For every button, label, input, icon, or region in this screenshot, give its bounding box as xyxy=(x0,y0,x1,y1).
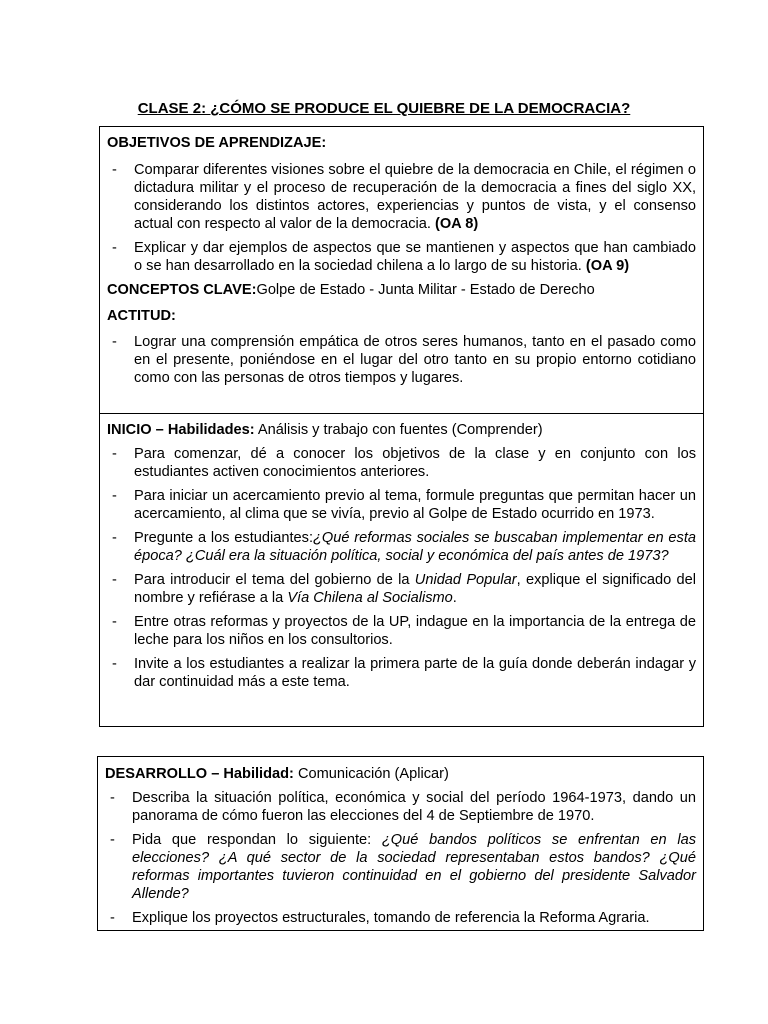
objetivo-text: Explicar y dar ejemplos de aspectos que se mantienen y aspectos que han cambiado o se han desarrollado en la sociedad chilena a lo largo de su historia. xyxy=(134,240,696,274)
list-item xyxy=(107,239,696,275)
list-item xyxy=(105,831,696,903)
conceptos-text: Golpe de Estado - Junta Militar - Estado de Derecho xyxy=(256,282,595,298)
desarrollo-item-text: Pida que respondan lo siguiente: xyxy=(132,832,382,848)
inicio-header-label: INICIO – Habilidades: xyxy=(107,422,255,438)
list-item xyxy=(107,613,696,649)
objetivo-code: (OA 9) xyxy=(585,258,630,274)
inicio-item-text: Invite a los estudiantes a realizar la primera parte de la guía donde deberán indagar y dar continuidad más a este tema. xyxy=(134,656,696,690)
inicio-item-text: Para iniciar un acercamiento previo al tema, formule preguntas que permitan hacer un acercamiento, al clima que se vivía, previo al Golpe de Estado ocurrido en 1973. xyxy=(134,488,696,522)
dash-bullet: - xyxy=(112,530,117,546)
dash-bullet: - xyxy=(112,656,117,672)
inicio-item-text: Entre otras reformas y proyectos de la UP, indague en la importancia de la entrega de leche para los niños en los consultorios. xyxy=(134,614,696,648)
dash-bullet: - xyxy=(112,572,117,588)
desarrollo-list xyxy=(105,789,696,927)
list-item xyxy=(107,655,696,691)
conceptos-label: CONCEPTOS CLAVE: xyxy=(107,282,257,298)
actitud-list xyxy=(107,333,696,387)
inicio-header xyxy=(107,421,696,439)
dash-bullet: - xyxy=(112,162,117,178)
list-item xyxy=(105,909,696,927)
desarrollo-header xyxy=(105,765,696,783)
dash-bullet: - xyxy=(110,790,115,806)
dash-bullet: - xyxy=(112,334,117,350)
list-item xyxy=(107,487,696,523)
list-item xyxy=(107,529,696,565)
inicio-item-text: , explique el significado del nombre y refiérase a la xyxy=(134,572,696,606)
desarrollo-item-question: ¿Qué bandos políticos se enfrentan en las elecciones? ¿A qué sector de la sociedad representaban estos bandos? ¿Qué reformas importantes tuvieron continuidad en el gobierno del presidente Salvador Allende? xyxy=(132,832,696,902)
desarrollo-item-text: Explique los proyectos estructurales, tomando de referencia la Reforma Agraria. xyxy=(132,910,650,926)
page-title: CLASE 2: ¿CÓMO SE PRODUCE EL QUIEBRE DE LA DEMOCRACIA? xyxy=(137,100,631,117)
desarrollo-item-text: Describa la situación política, económica y social del período 1964-1973, dando un panorama de cómo fueron las elecciones del 4 de Septiembre de 1970. xyxy=(132,790,696,824)
inicio-box xyxy=(99,413,704,727)
objetivos-box xyxy=(99,126,704,414)
list-item xyxy=(107,445,696,481)
list-item xyxy=(107,571,696,607)
inicio-item-text: . xyxy=(452,590,457,606)
inicio-list xyxy=(107,445,696,691)
list-item xyxy=(107,333,696,387)
via-chilena-term: Vía Chilena al Socialismo xyxy=(287,590,453,606)
desarrollo-header-text: Comunicación (Aplicar) xyxy=(293,766,449,782)
conceptos-clave xyxy=(107,281,696,299)
desarrollo-box xyxy=(97,756,704,931)
dash-bullet: - xyxy=(110,910,115,926)
objetivos-list xyxy=(107,161,696,275)
dash-bullet: - xyxy=(112,446,117,462)
unidad-popular-term: Unidad Popular xyxy=(414,572,517,588)
inicio-item-text: Para comenzar, dé a conocer los objetivos de la clase y en conjunto con los estudiantes activen conocimientos anteriores. xyxy=(134,446,696,480)
objetivos-header: OBJETIVOS DE APRENDIZAJE: xyxy=(107,135,327,151)
actitud-header: ACTITUD: xyxy=(107,308,176,324)
objetivo-code: (OA 8) xyxy=(434,216,479,232)
inicio-item-text: Pregunte a los estudiantes: xyxy=(134,530,314,546)
list-item xyxy=(107,161,696,233)
dash-bullet: - xyxy=(112,240,117,256)
inicio-item-text: Para introducir el tema del gobierno de la xyxy=(134,572,415,588)
actitud-text: Lograr una comprensión empática de otros seres humanos, tanto en el pasado como en el presente, poniéndose en el lugar del otro tanto en su propio entorno cotidiano como con las personas de otros tiempos y lugares. xyxy=(134,334,696,386)
inicio-header-text: Análisis y trabajo con fuentes (Comprender) xyxy=(254,422,543,438)
dash-bullet: - xyxy=(112,614,117,630)
inicio-item-question: ¿Qué reformas sociales se buscaban implementar en esta época? ¿Cuál era la situación política, social y económica del país antes de 1973? xyxy=(134,530,697,564)
desarrollo-header-label: DESARROLLO – Habilidad: xyxy=(105,766,294,782)
objetivo-text: Comparar diferentes visiones sobre el quiebre de la democracia en Chile, el régimen o dictadura militar y el proceso de recuperación de la democracia a fines del siglo XX, considerando los distintos actores, experiencias y puntos de vista, y el consenso actual con respecto al valor de la democracia. xyxy=(134,162,696,232)
dash-bullet: - xyxy=(110,832,115,848)
dash-bullet: - xyxy=(112,488,117,504)
list-item xyxy=(105,789,696,825)
